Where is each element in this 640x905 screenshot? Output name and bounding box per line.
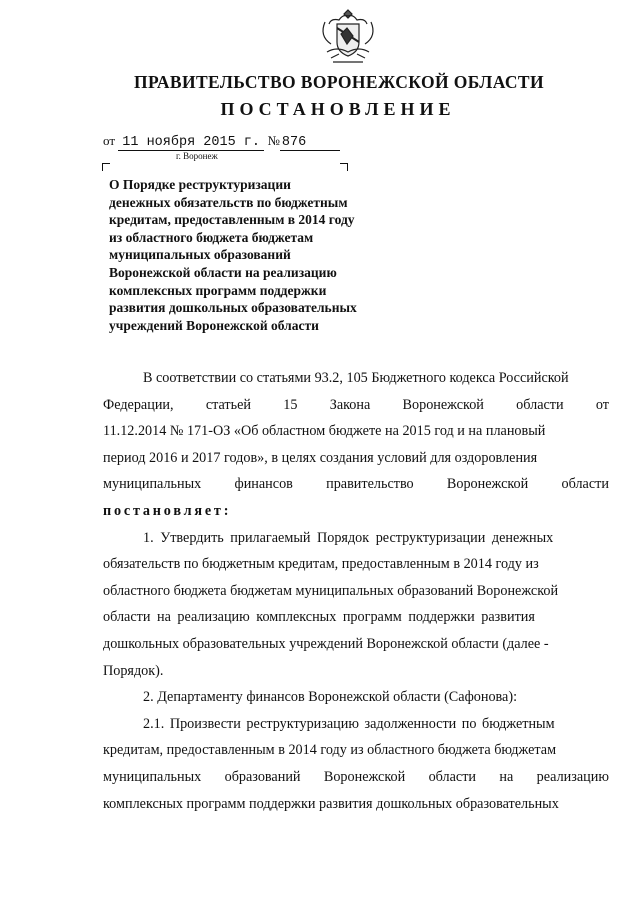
word: Закона (329, 396, 371, 413)
word: области (428, 768, 476, 785)
body-line-justified (103, 392, 609, 419)
body-line: В соответствии со статьями 93.2, 105 Бюджетного кодекса Российской (143, 370, 569, 386)
government-name: ПРАВИТЕЛЬСТВО ВОРОНЕЖСКОЙ ОБЛАСТИ (133, 72, 545, 92)
title-line: из областного бюджета бюджетам (109, 229, 314, 245)
body-line: областного бюджета бюджетам муниципальных образований Воронежской (103, 582, 559, 599)
word: муниципальных (103, 476, 202, 493)
title-line: Воронежской области на реализацию (109, 264, 337, 280)
title-line: развития дошкольных образовательных (109, 300, 357, 316)
body-line: 2. Департаменту финансов Воронежской области (Сафонова): (143, 689, 518, 706)
word: финансов (234, 476, 293, 493)
body-line: 11.12.2014 № 171-ОЗ «Об областном бюджете на 2015 год и на плановый (103, 423, 546, 440)
body-line: Порядок). (103, 662, 164, 679)
word: области (516, 396, 564, 413)
title-line: О Порядке реструктуризации (109, 177, 291, 192)
body-line: кредитам, предоставленным в 2014 году из областного бюджета бюджетам (103, 742, 557, 759)
word: муниципальных (103, 768, 202, 785)
decree-title (109, 176, 409, 334)
word: Воронежской (446, 476, 529, 493)
dateline (103, 133, 340, 151)
title-bracket-right (340, 163, 348, 171)
word: 15 (283, 396, 298, 413)
title-bracket-left (102, 163, 110, 171)
title-line: учреждений Воронежской области (109, 317, 319, 333)
coat-of-arms-icon (315, 4, 381, 70)
body-line: комплексных программ поддержки развития дошкольных образовательных (103, 795, 559, 812)
word: Воронежской (323, 768, 406, 785)
word: правительство (326, 476, 414, 493)
city-label: г. Воронеж (176, 151, 218, 161)
word: Воронежской (402, 396, 484, 413)
body-line: 1. Утвердить прилагаемый Порядок реструктуризации денежных (143, 529, 554, 546)
word: от (595, 396, 609, 413)
body-line: дошкольных образовательных учреждений Воронежской области (далее - (103, 635, 549, 652)
decree-date: 11 ноября 2015 г. (118, 135, 264, 151)
number-label: № (267, 133, 280, 148)
body-line: период 2016 и 2017 годов», в целях создания условий для оздоровления (103, 449, 538, 466)
word: области (561, 476, 609, 493)
word: реализацию (536, 768, 609, 785)
title-line: муниципальных образований (109, 247, 291, 263)
title-line: денежных обязательств по бюджетным (109, 194, 348, 210)
body-line: 2.1. Произвести реструктуризацию задолженности по бюджетным (143, 715, 555, 732)
decree-body (103, 365, 609, 817)
body-line: области на реализацию комплексных программ поддержки развития (103, 609, 535, 626)
decree-number: 876 (280, 135, 340, 151)
word: статьей (205, 396, 251, 413)
title-line: кредитам, предоставленным в 2014 году (109, 212, 355, 228)
word: Федерации, (103, 396, 174, 413)
body-line-justified (103, 471, 609, 498)
word: на (499, 768, 514, 785)
document-type: ПОСТАНОВЛЕНИЕ (220, 99, 456, 119)
resolves-word: постановляет: (103, 502, 232, 519)
body-line: обязательств по бюджетным кредитам, предоставленным в 2014 году из (103, 556, 539, 573)
from-label: от (103, 133, 116, 148)
word: образований (224, 768, 301, 785)
title-line: комплексных программ поддержки (109, 282, 327, 298)
body-line-justified (103, 764, 609, 791)
